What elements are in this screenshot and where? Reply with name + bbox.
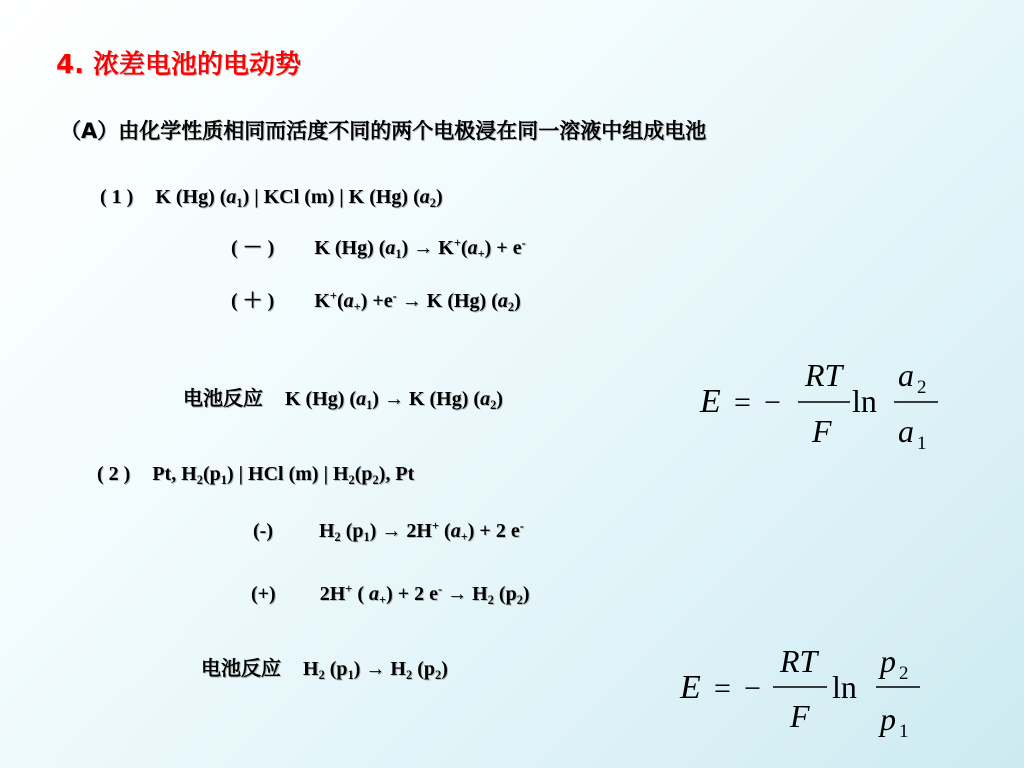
reaction-text: ) [496,388,503,410]
example2-positive-electrode [251,582,530,607]
negative-sign-label: (-) [253,520,273,542]
ln-operator: ln [852,383,877,419]
example2-cell-reaction [201,656,448,682]
subscript: + [353,299,361,314]
activity-symbol: a [497,290,508,312]
cell-text: (p [202,463,221,485]
ln-operator: ln [832,669,857,705]
subscript: 1 [220,472,227,487]
emf-symbol: E [680,669,701,706]
activity-symbol: a [467,237,478,259]
subscript: 2 [372,472,379,487]
nernst-formula-pressure [670,640,940,752]
cell-reaction-label: 电池反应 [201,656,281,680]
negative-sign-label: ( － ) [231,237,275,259]
subscript: 2 [196,472,203,487]
rt-numerator: RT [805,357,843,393]
f-denominator: F [790,698,810,734]
example2-negative-electrode [253,519,524,544]
reaction-text: K (Hg) ( [285,388,357,410]
reaction-text: ) → K (Hg) ( [372,388,481,410]
ratio-numerator: p [880,643,896,679]
denominator-subscript: 1 [917,433,927,454]
activity-symbol: a [369,583,380,605]
reaction-text: (p [493,583,517,605]
rt-numerator: RT [780,643,818,679]
nernst-formula-activity [690,350,960,460]
reaction-text: ) + 2 e [386,583,439,605]
ratio-denominator: p [880,701,896,737]
subscript: 2 [348,472,355,487]
subscript: 2 [334,529,341,544]
reaction-text: ) [441,658,448,680]
example1-cell-notation [100,186,443,210]
superscript: + [431,519,440,534]
activity-symbol: a [343,290,354,312]
slide-title: 4. 浓差电池的电动势 [56,50,302,80]
subscript: 2 [434,667,442,682]
numerator-subscript: 2 [917,377,927,398]
subscript: 2 [490,397,497,412]
subscript: 2 [405,667,413,682]
section-a-heading: （A）由化学性质相同而活度不同的两个电极浸在同一溶液中组成电池 [60,119,707,143]
numerator-subscript: 2 [899,663,909,684]
reaction-text: ) +e [360,290,393,312]
subscript: + [460,529,468,544]
reaction-text: ) + e [484,237,522,259]
reaction-text: ( [460,237,468,259]
reaction-text: ) [514,290,521,312]
subscript: 1 [366,397,373,412]
reaction-text: → [442,583,473,605]
activity-symbol: a [419,186,430,208]
emf-symbol: E [700,383,721,420]
reaction-text: ) → 2H [369,520,432,542]
minus-sign: − [744,672,761,705]
reaction-text: ) [522,583,530,605]
reaction-text: ) → H [353,658,406,680]
activity-symbol: a [385,237,396,259]
cell-text: K (Hg) ( [155,186,227,208]
positive-sign-label: (+) [251,583,276,605]
example1-positive-electrode [231,289,521,314]
subscript: 1 [363,529,370,544]
reaction-text: H [303,658,319,680]
activity-symbol: a [356,388,367,410]
example1-label: ( 1 ) [100,186,134,208]
subscript: 2 [318,667,325,682]
superscript: - [521,236,526,251]
subscript: 1 [347,667,354,682]
equals-sign: = [734,386,751,419]
reaction-text: ( [439,520,451,542]
cell-text: ) | KCl (m) | K (Hg) ( [242,186,420,208]
cell-text: ) | HCl (m) | H [226,463,349,485]
reaction-text: H [318,520,335,542]
subscript: 2 [507,299,515,314]
reaction-text: ( [336,290,344,312]
reaction-text: ( [352,583,370,605]
activity-symbol: a [450,520,461,542]
f-denominator: F [812,413,832,449]
example2-cell-notation [97,463,415,487]
reaction-text: ) + 2 e [467,520,520,542]
ratio-numerator: a [898,357,914,393]
reaction-text: (p [340,520,364,542]
minus-sign: − [764,386,781,419]
reaction-text: (p [324,658,348,680]
positive-sign-label: ( ＋ ) [231,290,275,312]
example1-cell-reaction [183,386,503,412]
reaction-text: K (Hg) ( [314,237,386,259]
superscript: + [329,289,337,304]
activity-symbol: a [480,388,491,410]
reaction-text: 2H [319,583,346,605]
reaction-text: (p [412,658,435,680]
superscript: + [345,582,353,597]
example1-negative-electrode [231,236,526,261]
subscript: 2 [516,592,523,607]
subscript: 2 [429,195,436,210]
reaction-text: ) → K [401,237,454,259]
activity-symbol: a [226,186,237,208]
superscript: - [438,582,443,597]
ratio-denominator: a [898,413,914,449]
subscript: 1 [395,246,402,261]
superscript: - [519,519,524,534]
equals-sign: = [714,672,731,705]
subscript: 2 [487,592,494,607]
reaction-text: K [314,290,330,312]
cell-text: (p [354,463,373,485]
superscript: - [392,289,397,304]
subscript: + [379,592,387,607]
subscript: + [477,246,485,261]
superscript: + [453,236,461,251]
example2-label: ( 2 ) [97,463,131,485]
reaction-text: → K (Hg) ( [396,290,498,312]
cell-text: ), Pt [378,463,415,485]
cell-text: Pt, H [152,463,197,485]
denominator-subscript: 1 [899,721,909,742]
cell-reaction-label: 电池反应 [183,386,263,410]
cell-text: ) [435,186,443,208]
subscript: 1 [236,195,243,210]
reaction-text: H [472,583,488,605]
